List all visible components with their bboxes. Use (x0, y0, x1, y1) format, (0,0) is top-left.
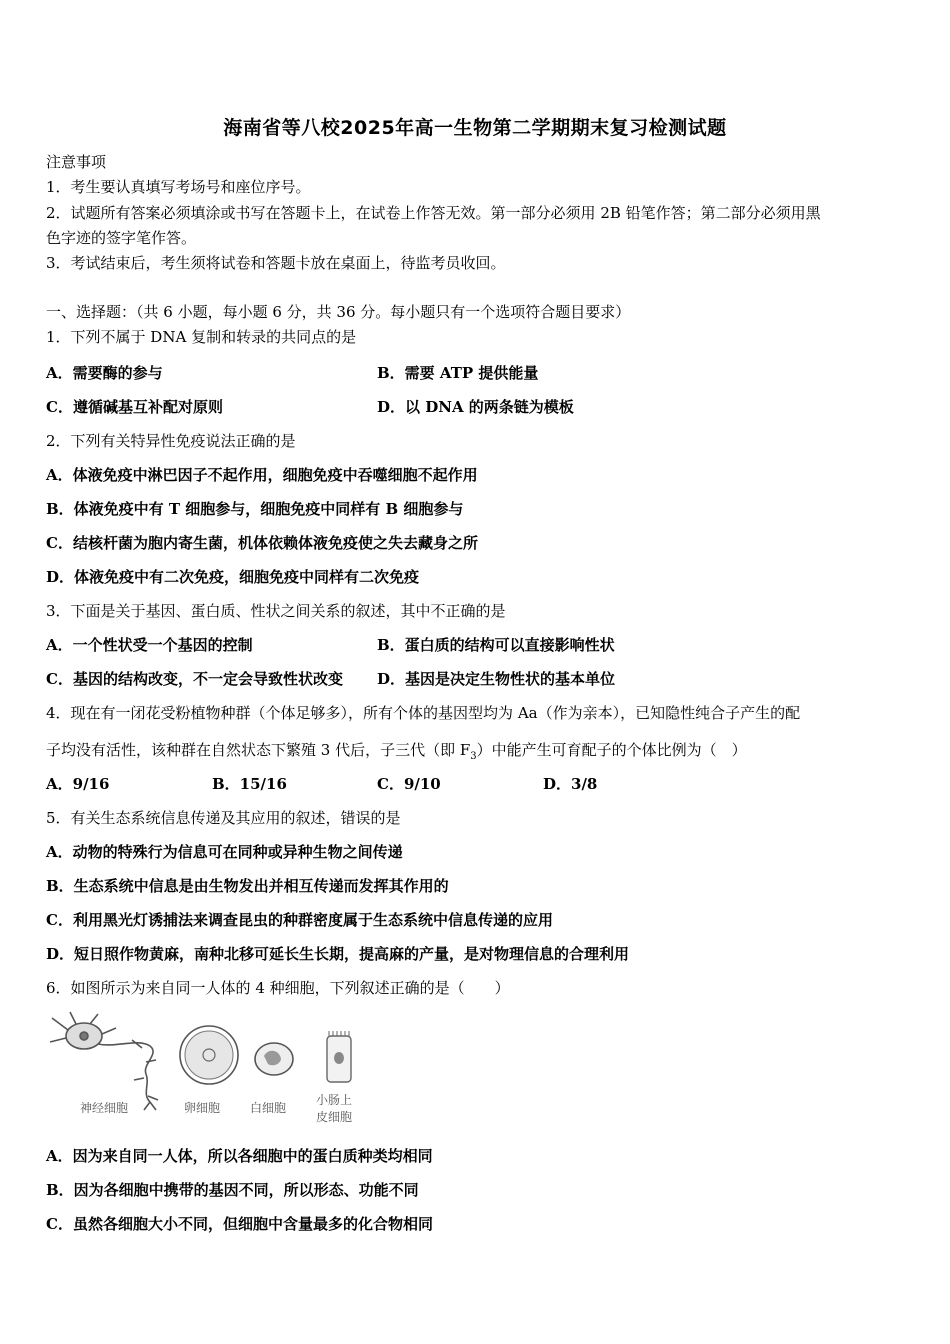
q3-option-a: A．一个性状受一个基因的控制 (46, 636, 253, 654)
figure-label-intestinal-cell-line2: 皮细胞 (316, 1110, 353, 1124)
figure-label-white-blood-cell: 白细胞 (250, 1101, 287, 1115)
cell-figure (46, 1008, 376, 1130)
q2-option-a: A．体液免疫中淋巴因子不起作用，细胞免疫中吞噬细胞不起作用 (46, 466, 478, 484)
q2-option-b: B．体液免疫中有 T 细胞参与，细胞免疫中同样有 B 细胞参与 (46, 500, 464, 518)
question-2-stem: 2．下列有关特异性免疫说法正确的是 (46, 432, 296, 450)
q5-option-b: B．生态系统中信息是由生物发出并相互传递而发挥其作用的 (46, 877, 449, 895)
notice-heading: 注意事项 (46, 153, 107, 171)
q1-option-b: B．需要 ATP 提供能量 (377, 364, 539, 382)
q4-option-a: A．9/16 (46, 775, 110, 793)
figure-label-neuron: 神经细胞 (80, 1101, 129, 1115)
white-blood-cell-illustration (255, 1043, 293, 1075)
egg-cell-illustration (180, 1026, 238, 1084)
intestinal-epithelial-cell-illustration (327, 1031, 351, 1082)
figure-label-intestinal-cell-line1: 小肠上 (316, 1093, 353, 1107)
q3-option-b: B．蛋白质的结构可以直接影响性状 (377, 636, 615, 654)
page-title: 海南省等八校2025年高一生物第二学期期末复习检测试题 (223, 117, 727, 139)
q5-option-c: C．利用黑光灯诱捕法来调查昆虫的种群密度属于生态系统中信息传递的应用 (46, 911, 553, 929)
q6-option-c: C．虽然各细胞大小不同，但细胞中含量最多的化合物相同 (46, 1215, 433, 1233)
q4-option-b: B．15/16 (212, 775, 287, 793)
q4-option-c: C．9/10 (377, 775, 441, 793)
figure-label-egg-cell: 卵细胞 (184, 1101, 221, 1115)
notice-item-2: 2．试题所有答案必须填涂或书写在答题卡上，在试卷上作答无效。第一部分必须用 2B 铅笔作答；第二部分必须用黑 (46, 204, 821, 222)
notice-item-3: 3．考试结束后，考生须将试卷和答题卡放在桌面上，待监考员收回。 (46, 254, 506, 272)
q1-option-d: D．以 DNA 的两条链为模板 (377, 398, 574, 416)
q2-option-d: D．体液免疫中有二次免疫，细胞免疫中同样有二次免疫 (46, 568, 420, 586)
question-4-stem-line1: 4．现在有一闭花受粉植物种群（个体足够多），所有个体的基因型均为 Aa（作为亲本），已知隐性纯合子产生的配 (46, 704, 801, 722)
question-3-stem: 3．下面是关于基因、蛋白质、性状之间关系的叙述，其中不正确的是 (46, 602, 506, 620)
notice-item-2-cont: 色字迹的签字笔作答。 (46, 229, 197, 247)
q3-option-c: C．基因的结构改变，不一定会导致性状改变 (46, 670, 343, 688)
question-1-stem: 1．下列不属于 DNA 复制和转录的共同点的是 (46, 328, 357, 346)
q3-option-d: D．基因是决定生物性状的基本单位 (377, 670, 616, 688)
q6-option-a: A．因为来自同一人体，所以各细胞中的蛋白质种类均相同 (46, 1147, 433, 1165)
question-6-stem: 6．如图所示为来自同一人体的 4 种细胞，下列叙述正确的是（ ） (46, 979, 510, 997)
q2-option-c: C．结核杆菌为胞内寄生菌，机体依赖体液免疫使之失去藏身之所 (46, 534, 478, 552)
section-heading: 一、选择题：（共 6 小题，每小题 6 分，共 36 分。每小题只有一个选项符合题目要求） (46, 303, 631, 321)
q1-option-a: A．需要酶的参与 (46, 364, 163, 382)
q4-option-d: D．3/8 (543, 775, 598, 793)
notice-item-1: 1．考生要认真填写考场号和座位序号。 (46, 178, 311, 196)
q6-option-b: B．因为各细胞中携带的基因不同，所以形态、功能不同 (46, 1181, 419, 1199)
q5-option-a: A．动物的特殊行为信息可在同种或异种生物之间传递 (46, 843, 403, 861)
question-4-stem-line2: 子均没有活性，该种群在自然状态下繁殖 3 代后，子三代（即 $F_3$）中能产生可育配子的个体比例为（ ） (46, 741, 747, 762)
q5-option-d: D．短日照作物黄麻，南种北移可延长生长期，提高麻的产量，是对物理信息的合理利用 (46, 945, 630, 963)
question-5-stem: 5．有关生态系统信息传递及其应用的叙述，错误的是 (46, 809, 401, 827)
q1-option-c: C．遵循碱基互补配对原则 (46, 398, 223, 416)
neuron-illustration (50, 1012, 158, 1110)
